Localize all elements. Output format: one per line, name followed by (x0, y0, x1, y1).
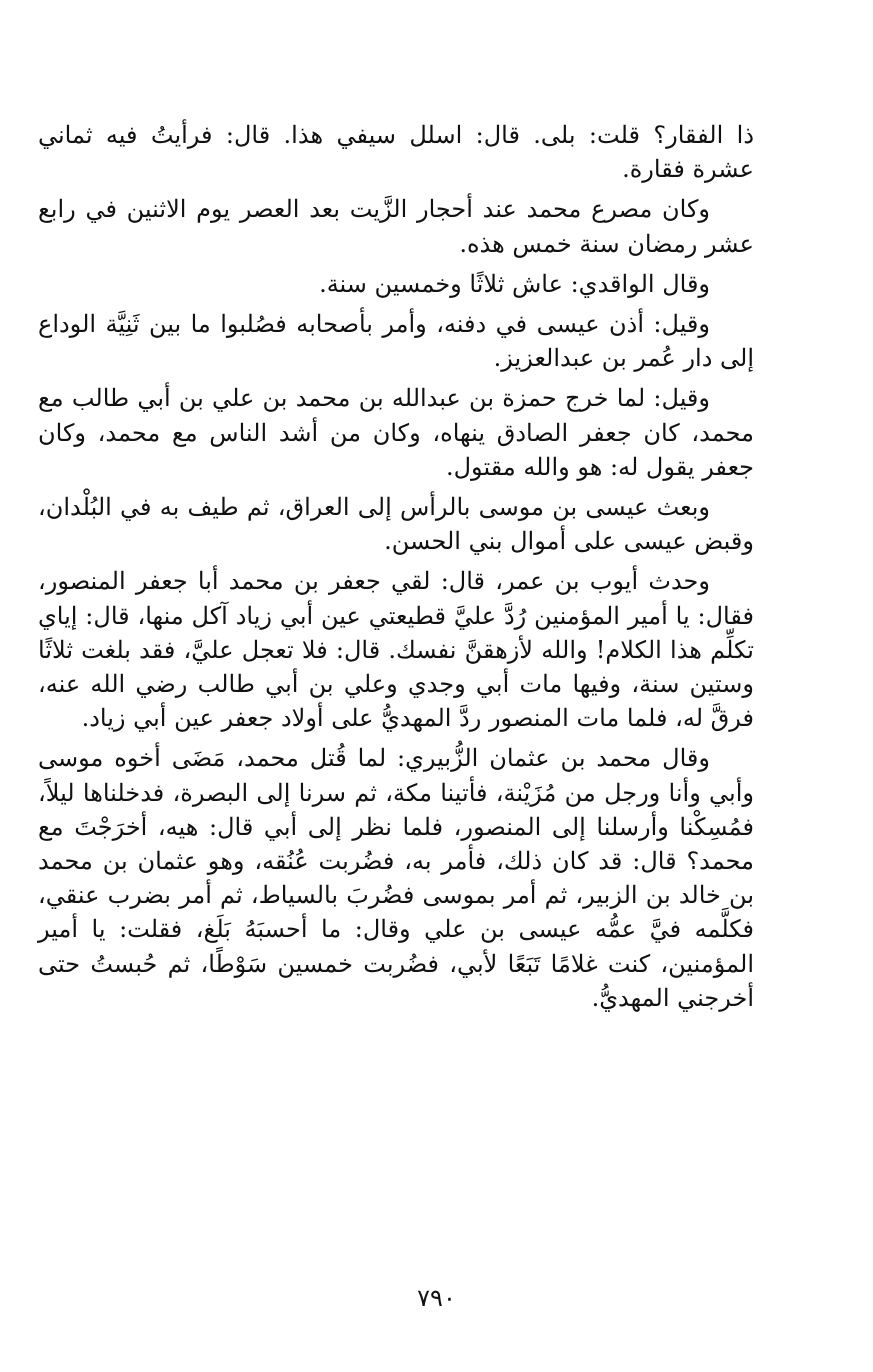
paragraph-4: وقيل: أذن عيسى في دفنه، وأمر بأصحابه فصُلبوا ما بين ثَنِيَّة الوداع إلى دار عُمر بن عبدالعزيز. (38, 310, 754, 373)
paragraph-5: وقيل: لما خرج حمزة بن عبدالله بن محمد بن علي بن أبي طالب مع محمد، كان جعفر الصادق ينهاه، وكان من أشد الناس مع محمد، وكان جعفر يقول له: هو والله مقتول. (38, 384, 754, 481)
paragraph-2: وكان مصرع محمد عند أحجار الزَّيت بعد العصر يوم الاثنين في رابع عشر رمضان سنة خمس هذه. (38, 195, 754, 258)
paragraph-6: وبعث عيسى بن موسى بالرأس إلى العراق، ثم طيف به في البُلْدان، وقبض عيسى على أموال بني الحسن. (38, 493, 754, 556)
paragraph-7: وحدث أيوب بن عمر، قال: لقي جعفر بن محمد أبا جعفر المنصور، فقال: يا أمير المؤمنين رُدَّ عليَّ قطيعتي عين أبي زياد آكل منها، قال: إياي تكلِّم هذا الكلام! والله لأزهقنَّ نفسك. قال: فلا تعجل عليَّ، فقد بلغت ثلاثًا وستين سنة، وفيها مات أبي وجدي وعلي بن أبي طالب رضي الله عنه، فرقَّ له، فلما مات المنصور ردَّ المهديُّ على أولاد جعفر عين أبي زياد. (38, 567, 754, 733)
paragraph-1: ذا الفقار؟ قلت: بلى. قال: اسلل سيفي هذا. قال: فرأيتُ فيه ثماني عشرة فقارة. (38, 121, 755, 184)
paragraph-3: وقال الواقدي: عاش ثلاثًا وخمسين سنة. (319, 269, 710, 298)
paragraph-8: وقال محمد بن عثمان الزُّبيري: لما قُتل محمد، مَضَى أخوه موسى وأبي وأنا ورجل من مُزَيْنة، فأتينا مكة، ثم سرنا إلى البصرة، فدخلناها ليلاً، فمُسِكْنا وأرسلنا إلى المنصور، فلما نظر إلى أبي قال: هيه، أخرَجْتَ مع محمد؟ قال: قد كان ذلك، فأمر به، فضُربت عُنُقه، وهو عثمان بن محمد بن خالد بن الزبير، ثم أمر بموسى فضُربَ بالسياط، ثم أمر بضرب عنقي، فكلَّمه فيَّ عمُّه عيسى بن علي وقال: ما أحسبَهُ بَلَغ، فقلت: يا أمير المؤمنين، كنت غلامًا تَبَعًا لأبي، فضُربت خمسين سَوْطًا، ثم حُبستُ حتى أخرجني المهديُّ. (38, 744, 754, 1012)
body-text (38, 118, 754, 1021)
page-number: ٧٩٠ (417, 1284, 456, 1312)
